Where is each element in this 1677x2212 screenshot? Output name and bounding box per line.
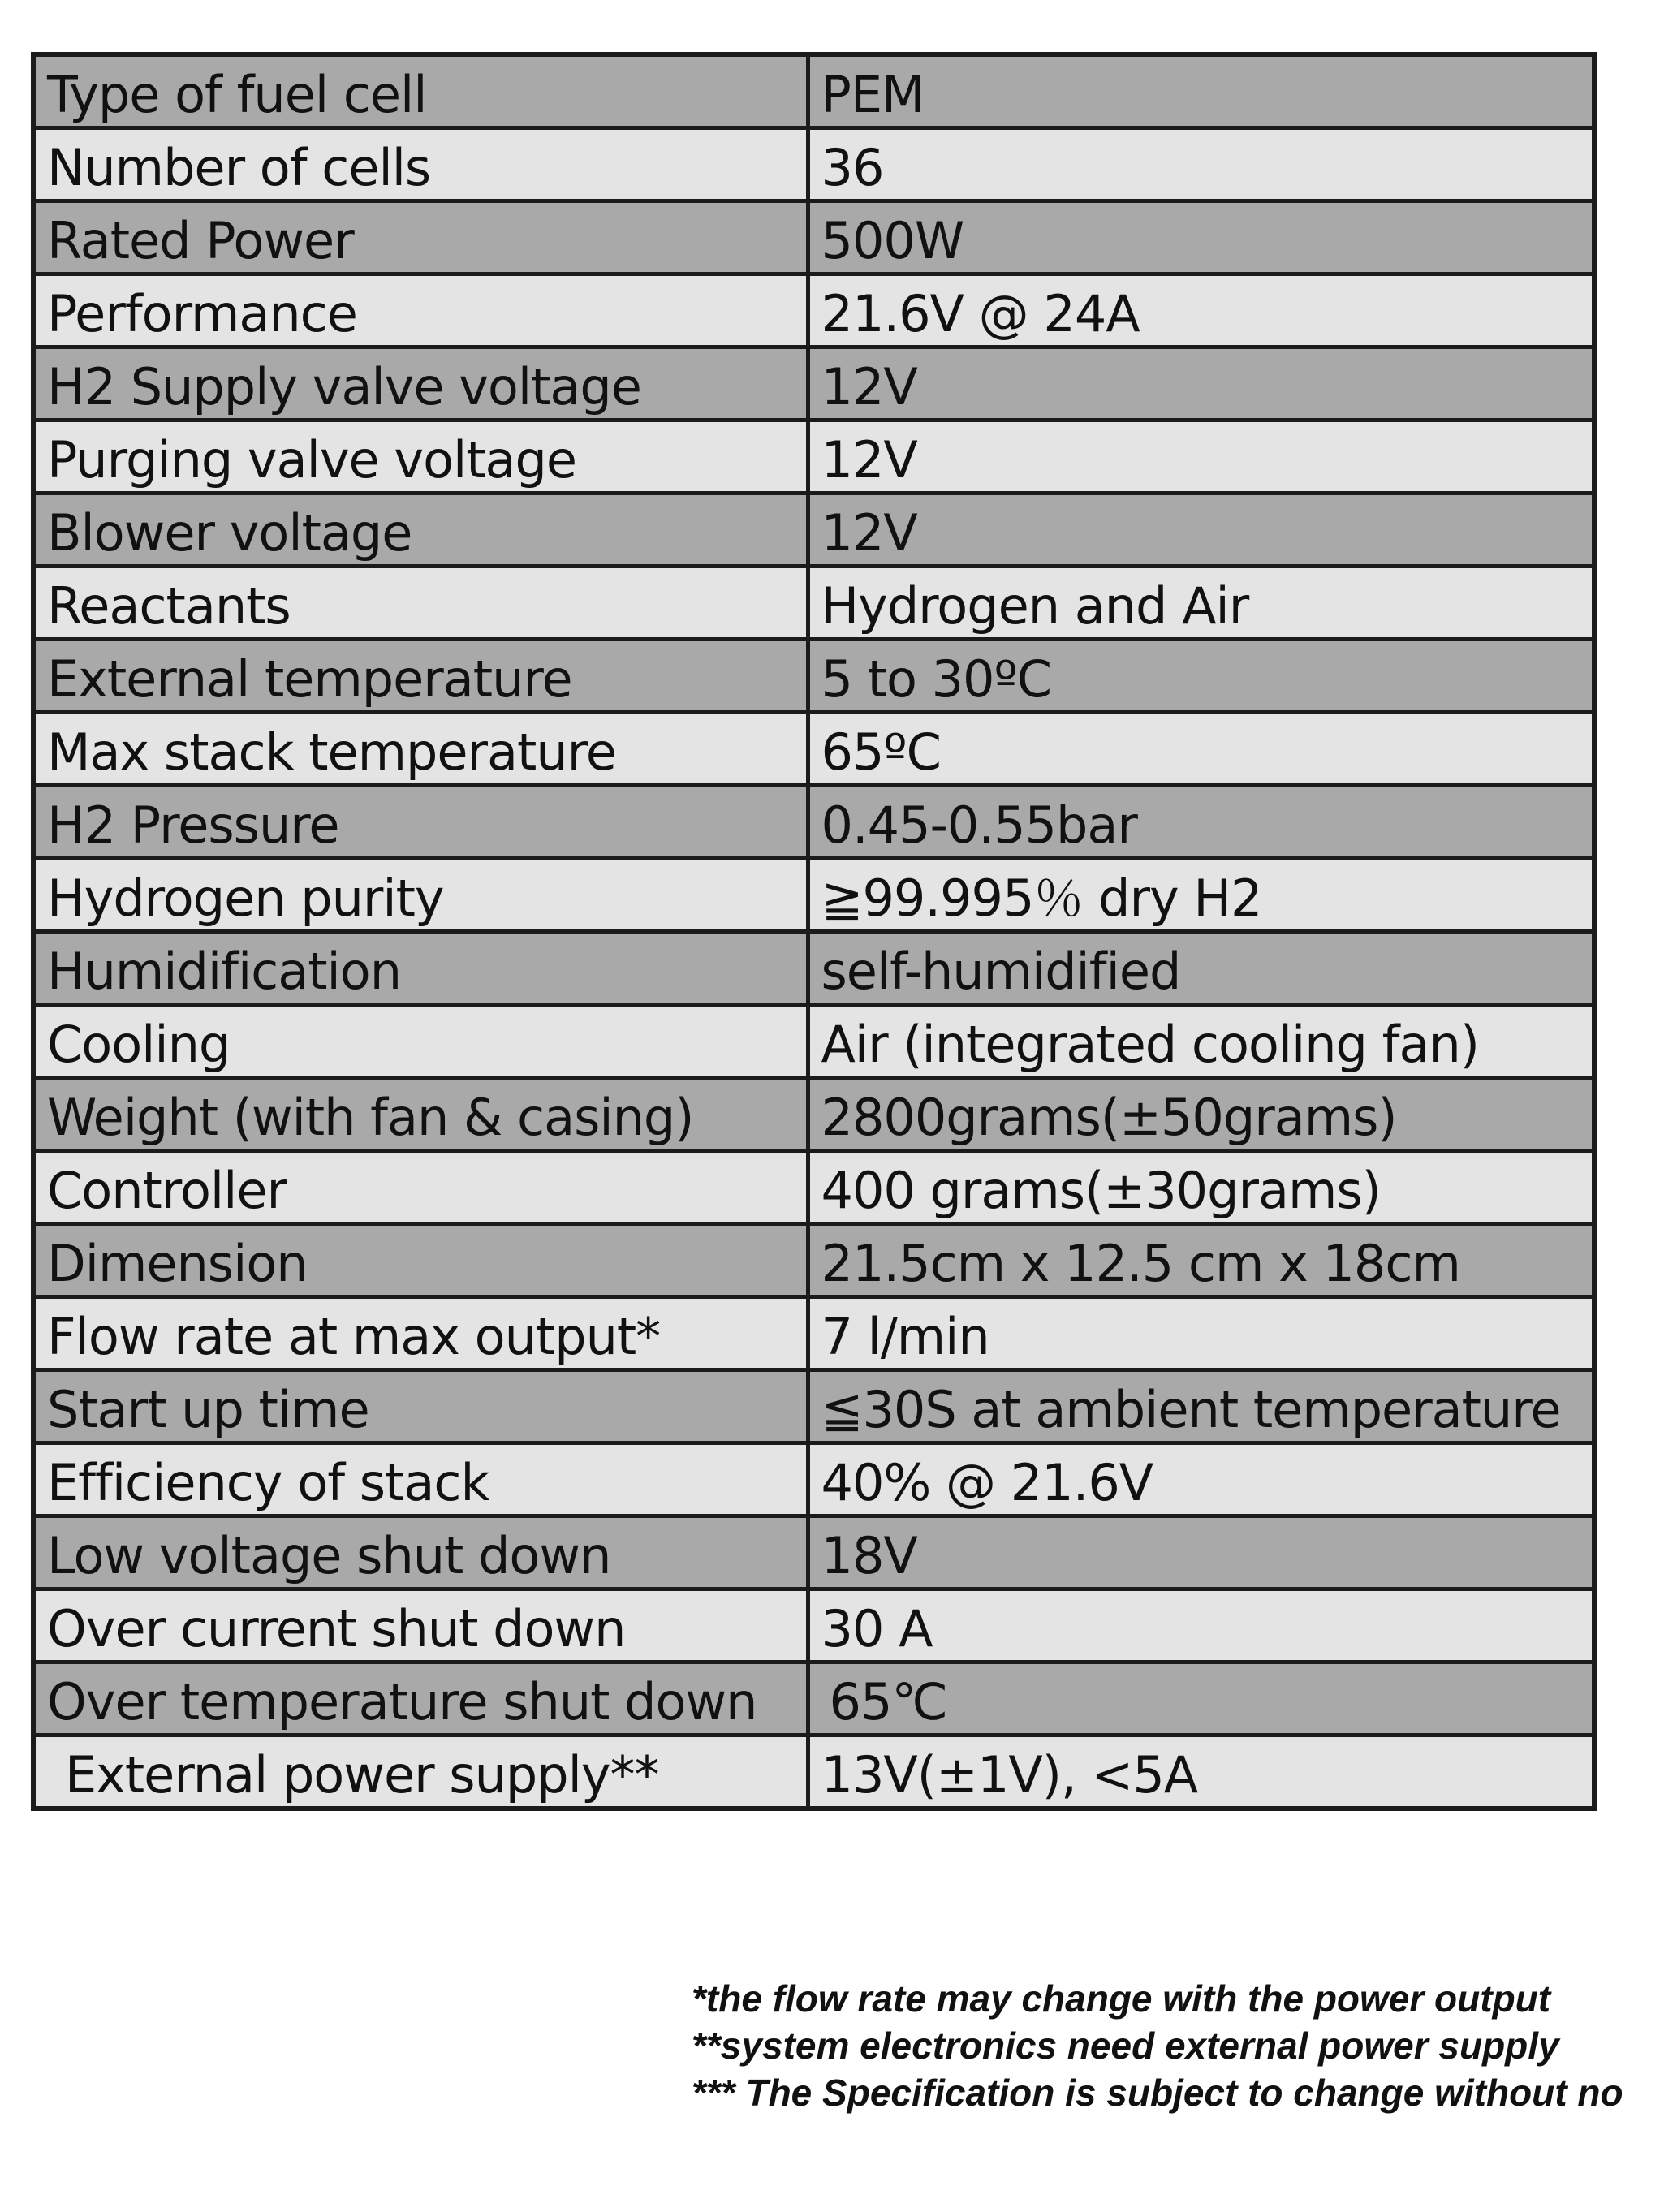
spec-parameter: Start up time (33, 1370, 808, 1443)
footnote: **system electronics need external power supply (692, 2024, 1559, 2067)
spec-parameter: Blower voltage (33, 494, 808, 567)
spec-parameter: Number of cells (33, 128, 808, 201)
spec-value: PEM (808, 54, 1594, 128)
spec-parameter: External temperature (33, 640, 808, 713)
spec-value: Hydrogen and Air (808, 567, 1594, 640)
spec-parameter: External power supply** (33, 1736, 808, 1809)
spec-parameter: Humidification (33, 932, 808, 1005)
spec-row (33, 1443, 1594, 1516)
spec-row (33, 1370, 1594, 1443)
spec-value: 500W (808, 201, 1594, 274)
footnote: *the flow rate may change with the power output (692, 1977, 1551, 2020)
spec-parameter: Low voltage shut down (33, 1516, 808, 1589)
spec-row (33, 713, 1594, 786)
spec-value: 18V (808, 1516, 1594, 1589)
spec-parameter: Max stack temperature (33, 713, 808, 786)
spec-row (33, 786, 1594, 859)
specification-table (31, 52, 1597, 1811)
spec-value: 0.45-0.55bar (808, 786, 1594, 859)
spec-row (33, 347, 1594, 420)
spec-value: 30 A (808, 1589, 1594, 1662)
spec-parameter: Performance (33, 274, 808, 347)
spec-row (33, 567, 1594, 640)
spec-value: 2800grams(±50grams) (808, 1078, 1594, 1151)
spec-row (33, 1224, 1594, 1297)
spec-parameter: Type of fuel cell (33, 54, 808, 128)
spec-parameter: Dimension (33, 1224, 808, 1297)
spec-value: 13V(±1V), <5A (808, 1736, 1594, 1809)
spec-row (33, 859, 1594, 932)
spec-parameter: Controller (33, 1151, 808, 1224)
spec-row (33, 420, 1594, 494)
spec-row (33, 128, 1594, 201)
spec-row (33, 1078, 1594, 1151)
spec-parameter: Efficiency of stack (33, 1443, 808, 1516)
spec-row (33, 494, 1594, 567)
spec-parameter: Cooling (33, 1005, 808, 1078)
spec-value: 65ºC (808, 713, 1594, 786)
spec-parameter: Over temperature shut down (33, 1662, 808, 1736)
spec-value: 21.6V @ 24A (808, 274, 1594, 347)
spec-parameter: Rated Power (33, 201, 808, 274)
spec-row (33, 1516, 1594, 1589)
spec-value: ≦30S at ambient temperature (808, 1370, 1594, 1443)
spec-parameter: Weight (with fan & casing) (33, 1078, 808, 1151)
spec-row (33, 1151, 1594, 1224)
spec-value: self-humidified (808, 932, 1594, 1005)
spec-row (33, 274, 1594, 347)
spec-parameter: Purging valve voltage (33, 420, 808, 494)
spec-parameter: H2 Supply valve voltage (33, 347, 808, 420)
spec-row (33, 1662, 1594, 1736)
footnotes (692, 1975, 1677, 2116)
spec-parameter: Reactants (33, 567, 808, 640)
spec-value: 21.5cm x 12.5 cm x 18cm (808, 1224, 1594, 1297)
spec-row (33, 932, 1594, 1005)
spec-value: 40% @ 21.6V (808, 1443, 1594, 1516)
spec-row (33, 1005, 1594, 1078)
spec-row (33, 640, 1594, 713)
spec-value: 12V (808, 420, 1594, 494)
spec-parameter: H2 Pressure (33, 786, 808, 859)
spec-row (33, 201, 1594, 274)
spec-value: 12V (808, 347, 1594, 420)
footnote: *** The Specification is subject to change without no (692, 2072, 1623, 2114)
spec-value: Air (integrated cooling fan) (808, 1005, 1594, 1078)
spec-value: 65℃ (808, 1662, 1594, 1736)
spec-parameter: Over current shut down (33, 1589, 808, 1662)
spec-row (33, 1589, 1594, 1662)
spec-value: ≧99.995％ dry H2 (808, 859, 1594, 932)
spec-row (33, 54, 1594, 128)
spec-value: 5 to 30ºC (808, 640, 1594, 713)
spec-row (33, 1297, 1594, 1370)
spec-parameter: Flow rate at max output* (33, 1297, 808, 1370)
spec-value: 36 (808, 128, 1594, 201)
spec-value: 12V (808, 494, 1594, 567)
spec-parameter: Hydrogen purity (33, 859, 808, 932)
spec-value: 400 grams(±30grams) (808, 1151, 1594, 1224)
spec-row (33, 1736, 1594, 1809)
spec-value: 7 l/min (808, 1297, 1594, 1370)
